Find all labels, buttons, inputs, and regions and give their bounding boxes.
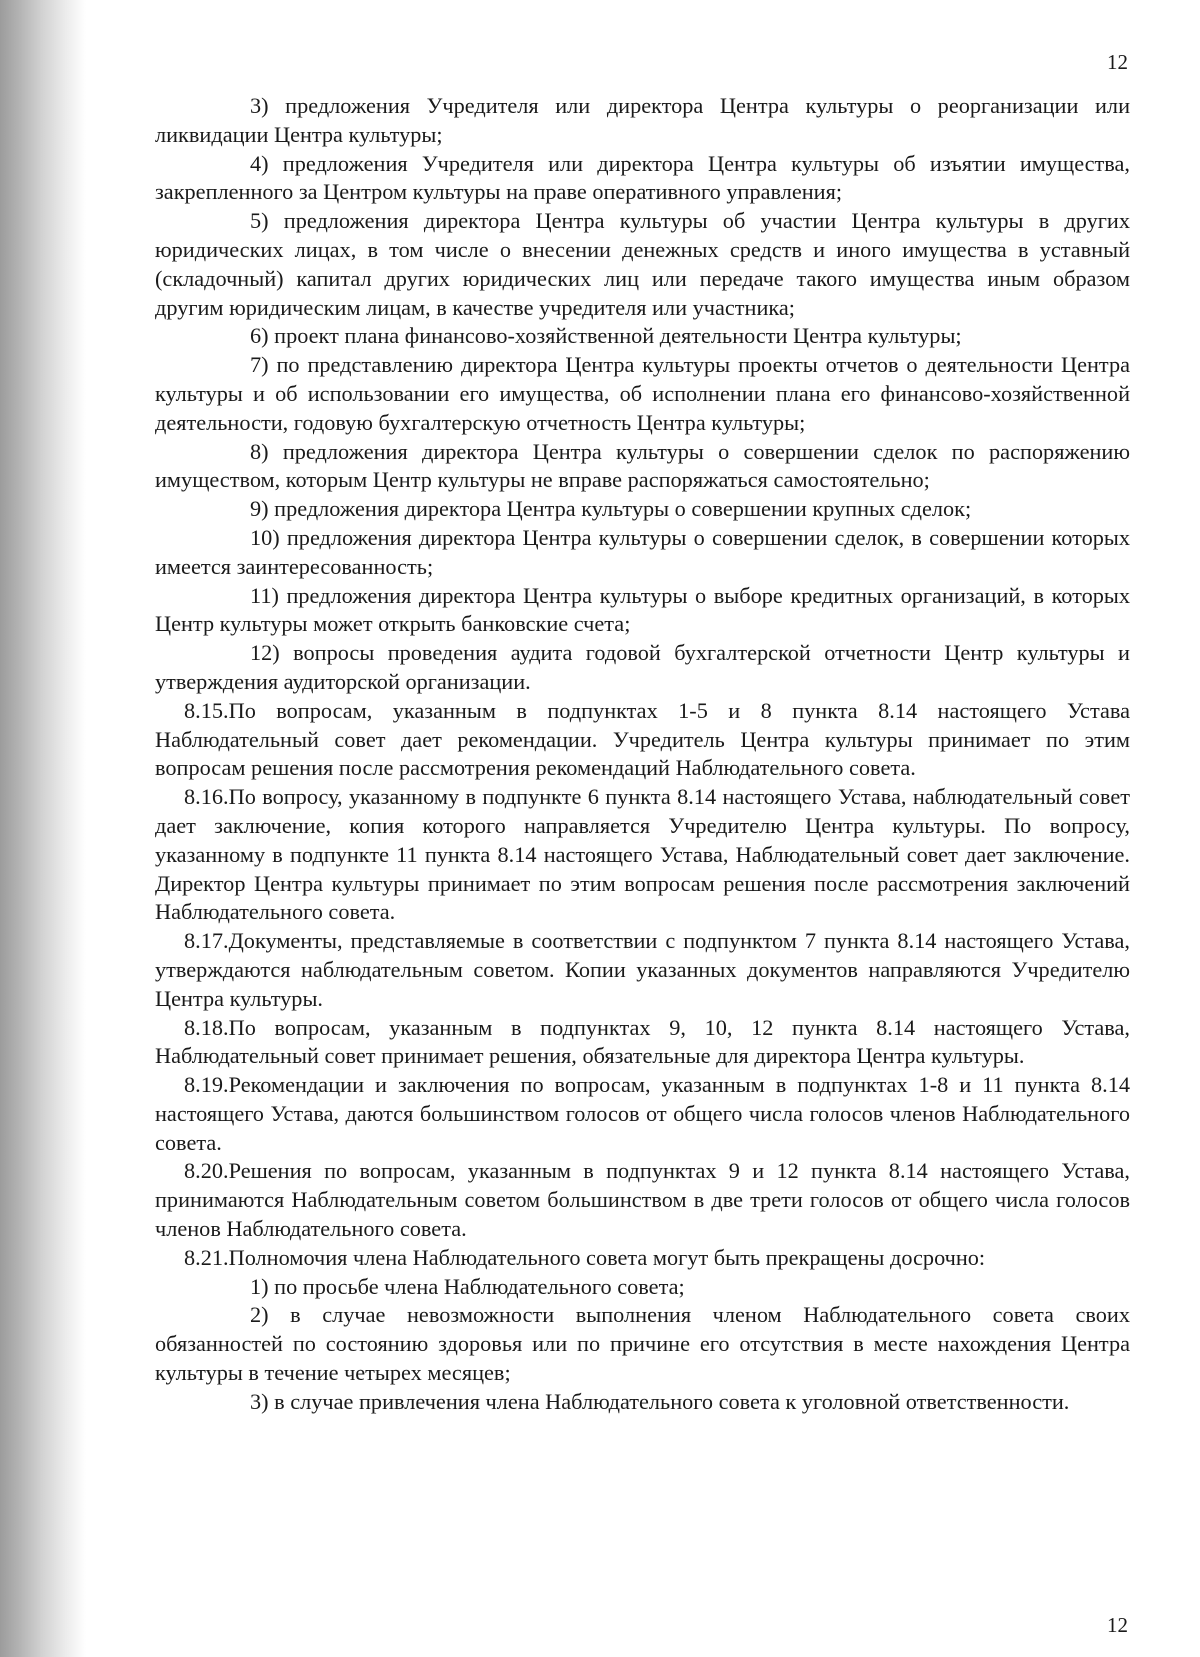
- subitem-10-interested-transactions: 10) предложения директора Центра культуры о совершении сделок, в совершении которых имеется заинтересованность;: [155, 524, 1130, 579]
- subitem-12-audit: 12) вопросы проведения аудита годовой бухгалтерской отчетности Центр культуры и утверждения аудиторской организации.: [155, 640, 1130, 694]
- clause-8-18: 8.18.По вопросам, указанным в подпунктах 9, 10, 12 пункта 8.14 настоящего Устава, Наблюдательный совет принимает решения, обязательные для директора Центра культуры.: [155, 1014, 1130, 1069]
- subitem-2-inability: 2) в случае невозможности выполнения членом Наблюдательного совета своих обязанностей по состоянию здоровья или по причине его отсутствия в месте нахождения Центра культуры в течение четырех месяцев;: [155, 1302, 1130, 1386]
- subitem-1-own-request: 1) по просьбе члена Наблюдательного совета;: [250, 1273, 685, 1299]
- subitem-11-credit-organizations: 11) предложения директора Центра культуры о выборе кредитных организаций, в которых Центр культуры может открыть банковские счета;: [155, 582, 1130, 637]
- subitem-4-property-withdrawal: 4) предложения Учредителя или директора Центра культуры об изъятии имущества, закрепленного за Центром культуры на праве оперативного управления;: [155, 150, 1130, 205]
- subitem-8-transactions: 8) предложения директора Центра культуры о совершении сделок по распоряжению имуществом, которым Центр культуры не вправе распоряжаться самостоятельно;: [155, 438, 1130, 493]
- page-number-bottom: 12: [1107, 1613, 1128, 1637]
- clause-8-20: 8.20.Решения по вопросам, указанным в подпунктах 9 и 12 пункта 8.14 настоящего Устава, принимаются Наблюдательным советом большинством в две трети голосов от общего числа голосов членов Наблюдательного совета.: [155, 1158, 1130, 1242]
- subitem-3-reorganization: 3) предложения Учредителя или директора Центра культуры о реорганизации или ликвидации Центра культуры;: [155, 93, 1130, 147]
- clause-8-15: 8.15.По вопросам, указанным в подпунктах 1-5 и 8 пункта 8.14 настоящего Устава Наблюдательный совет дает рекомендации. Учредитель Центра культуры принимает по этим вопросам решения после рассмотрения рекомендаций Наблюдательного совета.: [155, 697, 1130, 781]
- subitem-3-criminal-liability: 3) в случае привлечения члена Наблюдательного совета к уголовной ответственности.: [250, 1388, 1070, 1414]
- clause-8-16: 8.16.По вопросу, указанному в подпункте 6 пункта 8.14 настоящего Устава, наблюдательный совет дает заключение, копия которого направляется Учредителю Центра культуры. По вопросу, указанному в подпункте 11 пункта 8.14 настоящего Устава, Наблюдательный совет дает заключение. Директор Центра культуры принимает по этим вопросам решения после рассмотрения заключений Наблюдательного совета.: [155, 784, 1130, 925]
- scan-edge-shadow: [0, 0, 86, 1657]
- clause-8-17: 8.17.Документы, представляемые в соответствии с подпунктом 7 пункта 8.14 настоящего Устава, утверждаются наблюдательным советом. Копии указанных документов направляются Учредителю Центра культуры.: [155, 928, 1130, 1011]
- subitem-7-reports: 7) по представлению директора Центра культуры проекты отчетов о деятельности Центра культуры и об использовании его имущества, об исполнении плана его финансово-хозяйственной деятельности, годовую бухгалтерскую отчетность Центра культуры;: [155, 352, 1130, 435]
- clause-8-19: 8.19.Рекомендации и заключения по вопросам, указанным в подпунктах 1-8 и 11 пункта 8.14 настоящего Устава, даются большинством голосов от общего числа голосов членов Наблюдательного совета.: [155, 1072, 1130, 1155]
- subitem-9-major-transactions: 9) предложения директора Центра культуры о совершении крупных сделок;: [250, 496, 972, 522]
- clause-8-21: 8.21.Полномочия члена Наблюдательного совета могут быть прекращены досрочно:: [184, 1244, 986, 1270]
- subitem-5-participation: 5) предложения директора Центра культуры об участии Центра культуры в других юридических лицах, в том числе о внесении денежных средств и иного имущества в уставный (складочный) капитал других юридических лиц или передаче такого имущества иным образом другим юридическим лицам, в качестве учредителя или участника;: [155, 208, 1130, 320]
- document-body: [155, 92, 1130, 1417]
- subitem-6-financial-plan: 6) проект плана финансово-хозяйственной деятельности Центра культуры;: [250, 323, 962, 349]
- page-number-top: 12: [1107, 50, 1128, 74]
